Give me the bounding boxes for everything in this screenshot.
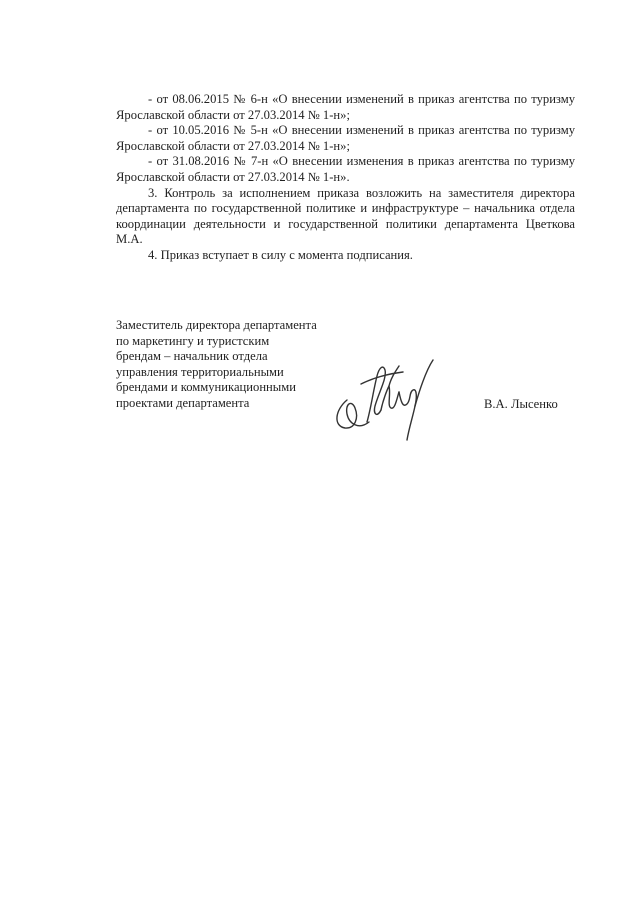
amendment-item-2: - от 10.05.2016 № 5-н «О внесении изменений в приказ агентства по туризму Ярославской области от 27.03.2014 № 1-н»; xyxy=(116,123,575,153)
signer-position-line: управления территориальными xyxy=(116,364,284,379)
signer-name: В.А. Лысенко xyxy=(484,397,558,411)
signer-position-line: брендам – начальник отдела xyxy=(116,349,268,364)
signer-position-line: по маркетингу и туристским xyxy=(116,333,270,348)
amendment-item-1: - от 08.06.2015 № 6-н «О внесении изменений в приказ агентства по туризму Ярославской области от 27.03.2014 № 1-н»; xyxy=(116,92,575,122)
signer-position xyxy=(116,318,356,412)
clause-3: 3. Контроль за исполнением приказа возложить на заместителя директора департамента по государственной политике и инфраструктуре – начальника отдела координации деятельности и государственной политики департамента Цветкова М.А. xyxy=(116,185,575,247)
document-body xyxy=(116,92,575,264)
signer-position-line: проектами департамента xyxy=(116,395,250,410)
signer-position-line: Заместитель директора департамента xyxy=(116,318,317,332)
amendment-item-3: - от 31.08.2016 № 7-н «О внесении изменения в приказ агентства по туризму Ярославской области от 27.03.2014 № 1-н». xyxy=(116,154,575,184)
signer-position-line: брендами и коммуникационными xyxy=(116,380,296,395)
clause-4: 4. Приказ вступает в силу с момента подписания. xyxy=(148,247,413,262)
handwritten-signature xyxy=(325,348,445,443)
